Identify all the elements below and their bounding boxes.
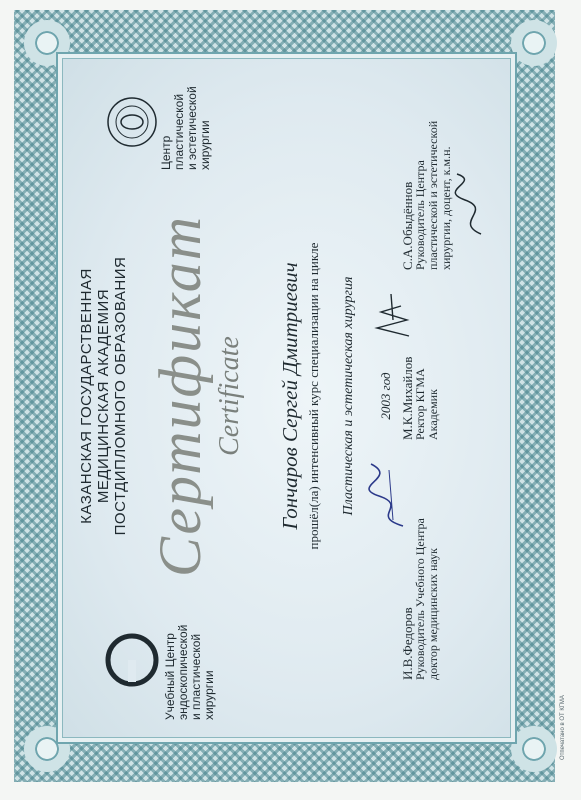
corner-ornament <box>511 726 557 772</box>
signatory-role: доктор медицинских наук <box>426 548 440 680</box>
right-center-text: и эстетической <box>185 86 199 170</box>
left-center-text: и пластической <box>189 633 203 720</box>
signatory-left <box>401 460 440 680</box>
certificate-content <box>56 52 513 740</box>
certificate-subtitle: Certificate <box>214 336 245 456</box>
signatory-right <box>401 60 453 270</box>
corner-ornament <box>511 20 557 66</box>
printer-mark: Отпечатано в ОТ КГМА <box>560 695 566 760</box>
printer-mark-box <box>560 695 576 800</box>
recipient-name: Гончаров Сергей Дмитриевич <box>278 262 302 530</box>
left-center-text: хирургии <box>202 670 216 720</box>
specialty: Пластическая и эстетическая хирургия <box>341 276 356 516</box>
signatory-name: С.А.Обыдённов <box>400 181 415 270</box>
signatory-role: Академик <box>426 389 440 440</box>
academy-line: ПОСТДИПЛОМНОГО ОБРАЗОВАНИЯ <box>112 256 129 536</box>
certificate-title: Сертификат <box>147 214 213 578</box>
signatory-role: хирургии, доцент, к.м.н. <box>439 146 453 270</box>
signatory-middle <box>401 260 440 440</box>
signatory-name: М.К.Михайлов <box>400 356 415 440</box>
signature-icon <box>371 290 416 340</box>
right-center-text: пластической <box>172 93 186 170</box>
right-center-text: Центр <box>159 135 173 170</box>
academy-line: КАЗАНСКАЯ ГОСУДАРСТВЕННАЯ <box>78 268 95 524</box>
right-center-text: хирургии <box>198 120 212 170</box>
signatory-role: Ректор КГМА <box>413 368 427 440</box>
signatory-name: И.В.Федоров <box>400 607 415 680</box>
signatory-role: пластической и эстетической <box>426 120 440 270</box>
course-text: прошёл(ла) интенсивный курс специализации на цикле <box>306 242 321 550</box>
left-center-text: Учебный Центр <box>163 633 177 720</box>
signatory-role: Руководитель Учебного Центра <box>413 518 427 680</box>
signature-icon <box>363 460 413 530</box>
signatory-role: Руководитель Центра <box>413 160 427 270</box>
left-center-text: эндоскопической <box>176 624 190 720</box>
academy-line: МЕДИЦИНСКАЯ АКАДЕМИЯ <box>95 288 112 504</box>
signature-icon <box>451 170 496 240</box>
year: 2003 год <box>378 372 393 420</box>
